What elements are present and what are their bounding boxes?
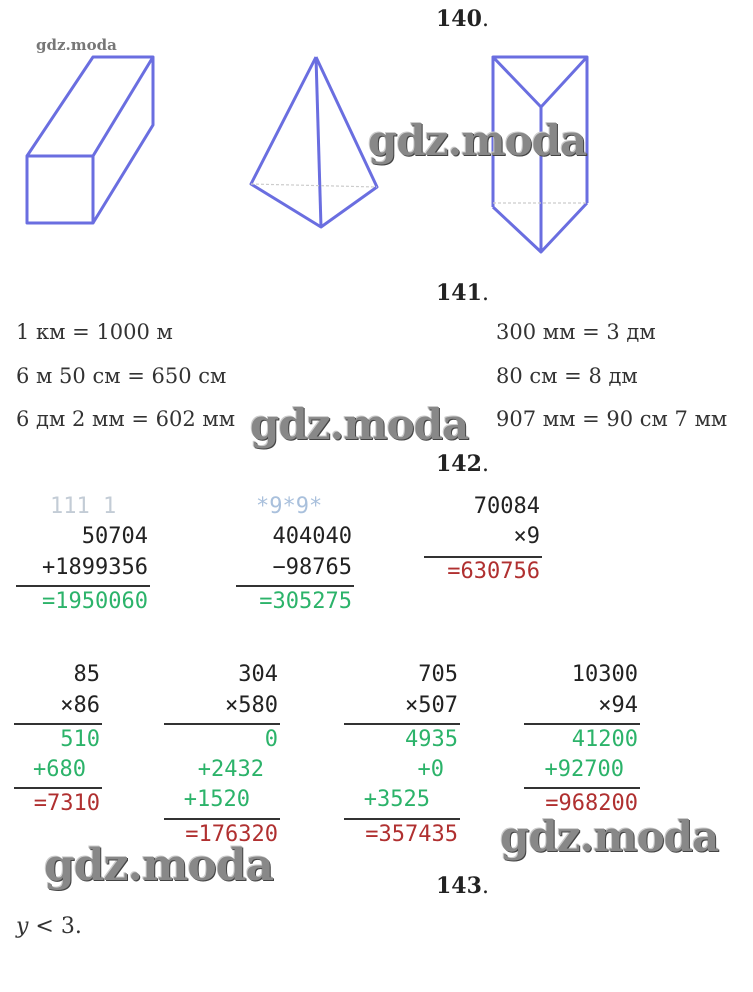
multiplication-2-partial-2: +680 <box>33 757 86 782</box>
multiplication-5-partial-2: +92700 <box>544 757 624 782</box>
multiplication-1-operand-1: 70084 <box>473 494 540 519</box>
variable-y: y <box>16 914 29 939</box>
multiplication-1-operand-2: ×9 <box>513 524 540 549</box>
conversion-right-3: 907 мм = 90 см 7 мм <box>496 407 728 431</box>
addition-operand-1: 50704 <box>81 524 148 549</box>
multiplication-4-partial-1: 4935 <box>405 727 458 752</box>
multiplication-1-result: =630756 <box>447 559 540 584</box>
multiplication-3-partial-2: +2432 <box>197 757 264 782</box>
multiplication-4-operand-2: ×507 <box>405 693 458 718</box>
exercise-140-heading: 140. <box>436 6 489 32</box>
addition-operand-2: +1899356 <box>42 555 148 580</box>
multiplication-2-partial-1: 510 <box>60 727 100 752</box>
conversion-left-2: 6 м 50 см = 650 см <box>16 364 227 388</box>
multiplication-2-result: =7310 <box>33 791 100 816</box>
multiplication-4-partial-2: +0 <box>417 757 444 782</box>
conversion-left-1: 1 км = 1000 м <box>16 320 173 344</box>
multiplication-4-result: =357435 <box>365 822 458 847</box>
pyramid-figure <box>251 57 377 227</box>
answer-inequality: < 3. <box>28 914 82 939</box>
exercise-142-heading: 142. <box>436 451 489 477</box>
exercise-143-heading: 143. <box>436 873 489 899</box>
exercise-141-heading: 141. <box>436 280 489 306</box>
multiplication-3-partial-1: 0 <box>264 727 278 752</box>
subtraction-borrow: *9*9* <box>256 494 323 519</box>
watermark: gdz.moda <box>368 116 587 165</box>
multiplication-5-operand-1: 10300 <box>571 662 638 687</box>
watermark: gdz.moda <box>250 400 469 449</box>
watermark: gdz.moda <box>500 812 719 861</box>
conversion-right-1: 300 мм = 3 дм <box>496 320 656 344</box>
addition-carry: 111 1 <box>50 494 117 519</box>
multiplication-5-result: =968200 <box>545 791 638 816</box>
conversion-right-2: 80 см = 8 дм <box>496 364 638 388</box>
multiplication-4-partial-3: +3525 <box>363 787 430 812</box>
watermark-small: gdz.moda <box>36 36 117 54</box>
multiplication-5-operand-2: ×94 <box>598 693 638 718</box>
multiplication-2-operand-2: ×86 <box>60 693 100 718</box>
subtraction-result: =305275 <box>259 589 352 614</box>
multiplication-3-result: =176320 <box>185 822 278 847</box>
multiplication-4-operand-1: 705 <box>418 662 458 687</box>
multiplication-3-operand-1: 304 <box>238 662 278 687</box>
multiplication-3-partial-3: +1520 <box>183 787 250 812</box>
multiplication-2-operand-1: 85 <box>73 662 100 687</box>
addition-result: =1950060 <box>42 589 148 614</box>
exercise-143-answer <box>16 914 82 939</box>
multiplication-5-partial-1: 41200 <box>571 727 638 752</box>
watermark: gdz.moda <box>44 840 274 891</box>
multiplication-3-operand-2: ×580 <box>225 693 278 718</box>
conversion-left-3: 6 дм 2 мм = 602 мм <box>16 407 236 431</box>
subtraction-operand-2: −98765 <box>272 555 352 580</box>
rectangular-prism-figure <box>27 57 153 223</box>
subtraction-operand-1: 404040 <box>272 524 352 549</box>
